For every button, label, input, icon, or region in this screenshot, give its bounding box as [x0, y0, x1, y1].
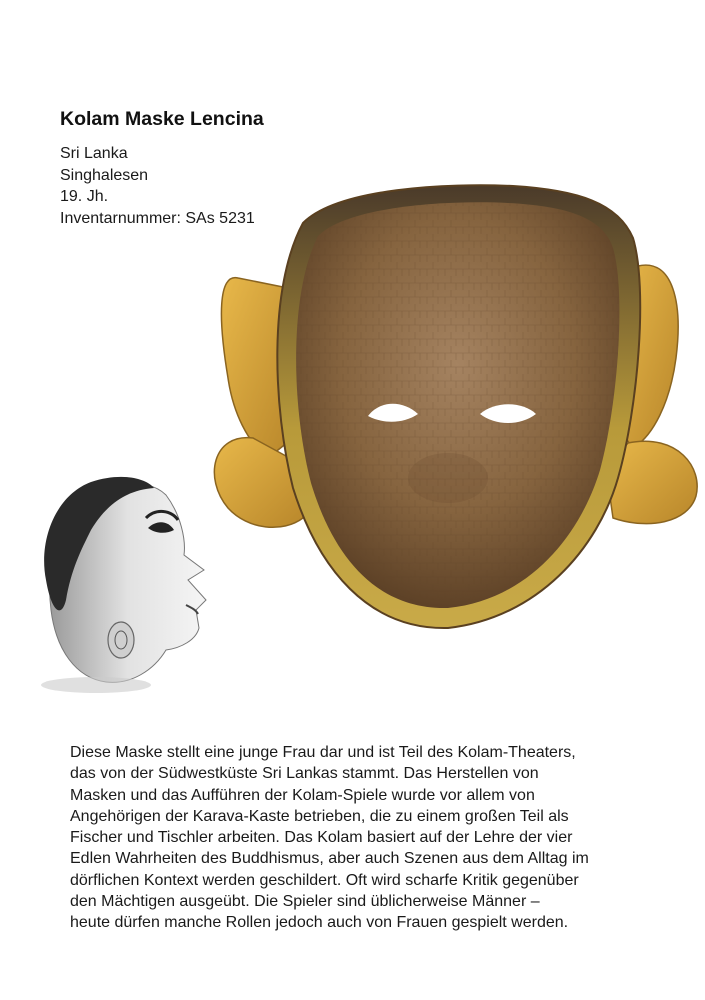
object-title: Kolam Maske Lencina	[60, 108, 264, 130]
description-line: den Mächtigen ausgeübt. Die Spieler sind üblicherweise Männer –	[70, 893, 540, 911]
description-line: Masken und das Aufführen der Kolam-Spiele wurde vor allem von	[70, 786, 535, 804]
object-country: Sri Lanka	[60, 145, 128, 162]
mask-side-view-image	[36, 470, 216, 695]
object-period: 19. Jh.	[60, 188, 109, 205]
object-people: Singhalesen	[60, 166, 149, 184]
object-description	[70, 742, 680, 934]
object-inventory-number: Inventarnummer: SAs 5231	[60, 209, 255, 227]
mask-back-view-image	[208, 178, 705, 638]
description-line: Fischer und Tischler arbeiten. Das Kolam basiert auf der Lehre der vier	[70, 829, 573, 847]
description-line: das von der Südwestküste Sri Lankas stammt. Das Herstellen von	[70, 765, 539, 783]
description-line: dörflichen Kontext werden geschildert. Oft wird scharfe Kritik gegenüber	[70, 871, 579, 889]
description-line: Angehörigen der Karava-Kaste betrieben, die zu einem großen Teil als	[70, 807, 569, 825]
description-line: Edlen Wahrheiten des Buddhismus, aber auch Szenen aus dem Alltag im	[70, 850, 589, 868]
description-line: Diese Maske stellt eine junge Frau dar und ist Teil des Kolam-Theaters,	[70, 744, 576, 761]
description-line: heute dürfen manche Rollen jedoch auch von Frauen gespielt werden.	[70, 914, 569, 932]
